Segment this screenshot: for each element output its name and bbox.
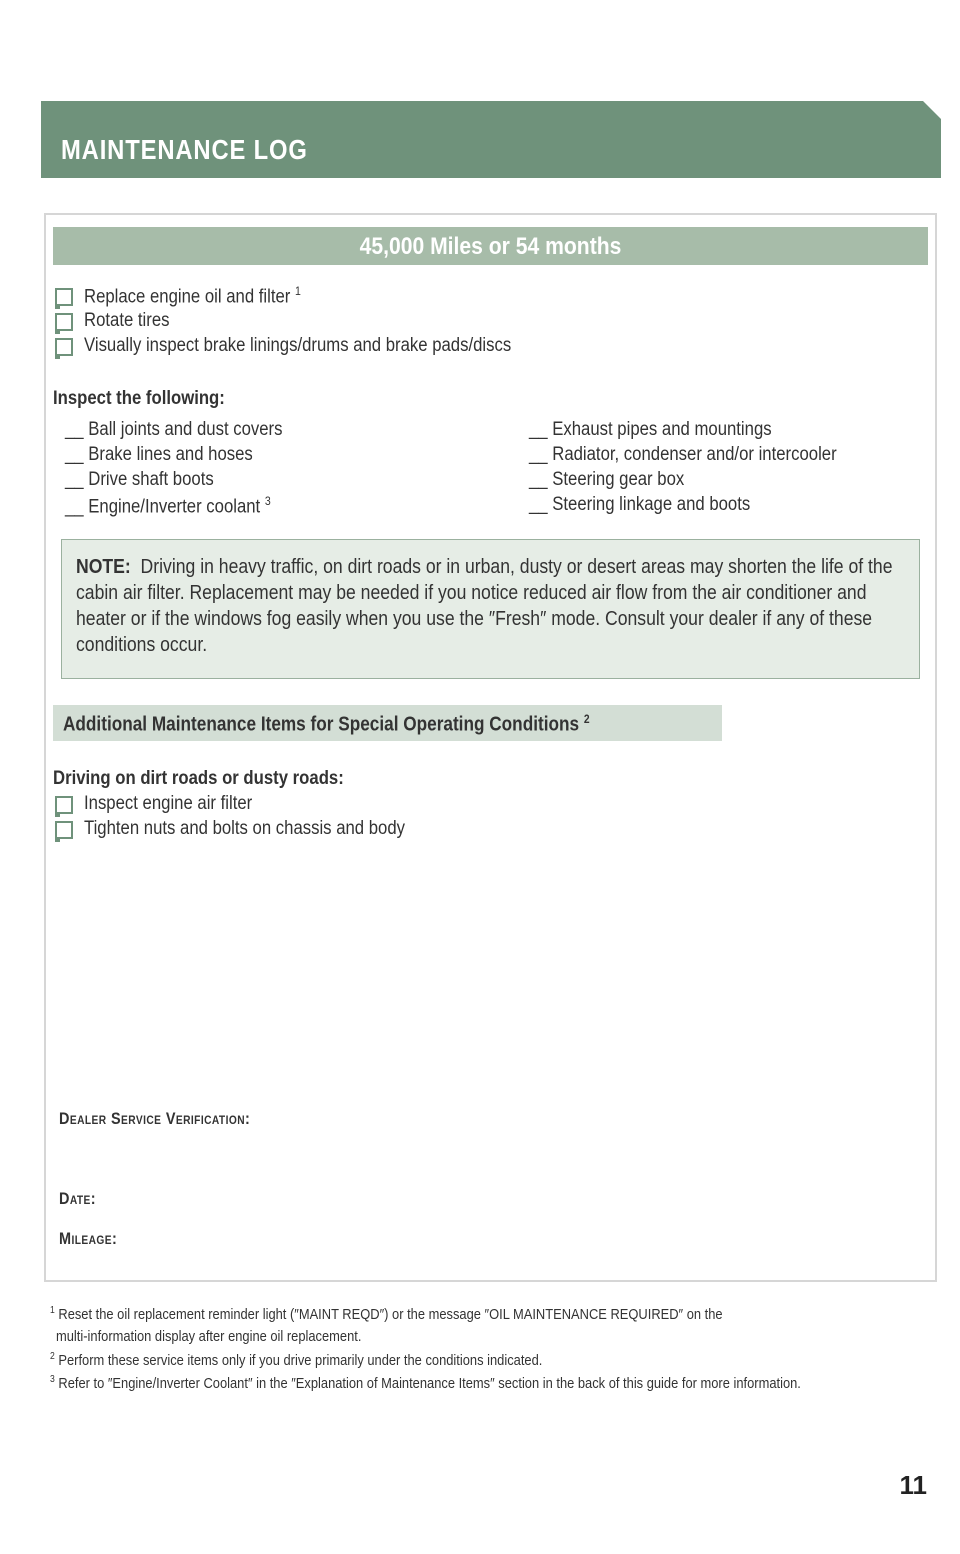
special-conditions-title: Additional Maintenance Items for Special Operating Conditions $^2$ bbox=[63, 712, 590, 736]
special-conditions-band bbox=[53, 705, 722, 741]
inspect-item: __ Steering linkage and boots bbox=[529, 494, 751, 515]
footnote-3: $^3$ Refer to ″Engine/Inverter Coolant″ in the ″Explanation of Maintenance Items″ section in the back of this guide for more information. bbox=[50, 1374, 801, 1392]
checkbox-brakes[interactable] bbox=[55, 338, 73, 356]
dirt-roads-heading: Driving on dirt roads or dusty roads: bbox=[53, 768, 344, 789]
interval-band bbox=[53, 227, 928, 265]
note-label: NOTE: bbox=[76, 556, 131, 578]
inspect-item: __ Steering gear box bbox=[529, 469, 685, 490]
inspect-item: __ Engine/Inverter coolant $^3$ bbox=[65, 494, 271, 518]
page-title: MAINTENANCE LOG bbox=[61, 134, 308, 165]
interval-title: 45,000 Miles or 54 months bbox=[359, 233, 622, 260]
dirt-item-nuts-bolts: Tighten nuts and bolts on chassis and body bbox=[84, 818, 405, 839]
dirt-item-air-filter: Inspect engine air filter bbox=[84, 793, 253, 814]
checkbox-nuts-bolts[interactable] bbox=[55, 821, 73, 839]
header-corner-notch bbox=[923, 101, 941, 119]
inspect-item: __ Radiator, condenser and/or intercooler bbox=[529, 444, 837, 465]
inspect-heading: Inspect the following: bbox=[53, 388, 225, 409]
inspect-item: __ Ball joints and dust covers bbox=[65, 419, 283, 440]
inspect-item: __ Drive shaft boots bbox=[65, 469, 214, 490]
checklist-item-tires: Rotate tires bbox=[84, 310, 170, 331]
note-text: NOTE: Driving in heavy traffic, on dirt roads or in urban, dusty or desert areas may shorten the life of the cabin air filter. Replacement may be needed if you notice reduced air flow from the air conditioner and heater or if the windows fog easily when you use the ″Fresh″ mode. Consult your dealer if any of these conditions occur. bbox=[76, 556, 893, 656]
inspect-item: __ Exhaust pipes and mountings bbox=[529, 419, 772, 440]
page-header bbox=[41, 101, 941, 178]
note-box bbox=[61, 539, 920, 679]
mileage-label: Mileage: bbox=[59, 1229, 118, 1248]
checklist-item-oil: Replace engine oil and filter $^1$ bbox=[84, 284, 301, 308]
checklist-item-brakes: Visually inspect brake linings/drums and brake pads/discs bbox=[84, 335, 512, 356]
date-label: Date: bbox=[59, 1189, 97, 1208]
dealer-verification-label: Dealer Service Verification: bbox=[59, 1109, 251, 1128]
checkbox-air-filter[interactable] bbox=[55, 796, 73, 814]
footnote-2: $^2$ Perform these service items only if you drive primarily under the conditions indicated. bbox=[50, 1351, 543, 1369]
checkbox-tires[interactable] bbox=[55, 313, 73, 331]
footnote-1-cont: multi-information display after engine oil replacement. bbox=[56, 1328, 362, 1345]
checkbox-oil[interactable] bbox=[55, 288, 73, 306]
inspect-item: __ Brake lines and hoses bbox=[65, 444, 253, 465]
footnote-1: $^1$ Reset the oil replacement reminder light (″MAINT REQD″) or the message ″OIL MAINTENANCE REQUIRED″ on the bbox=[50, 1305, 723, 1323]
page-number: 11 bbox=[899, 1470, 927, 1500]
